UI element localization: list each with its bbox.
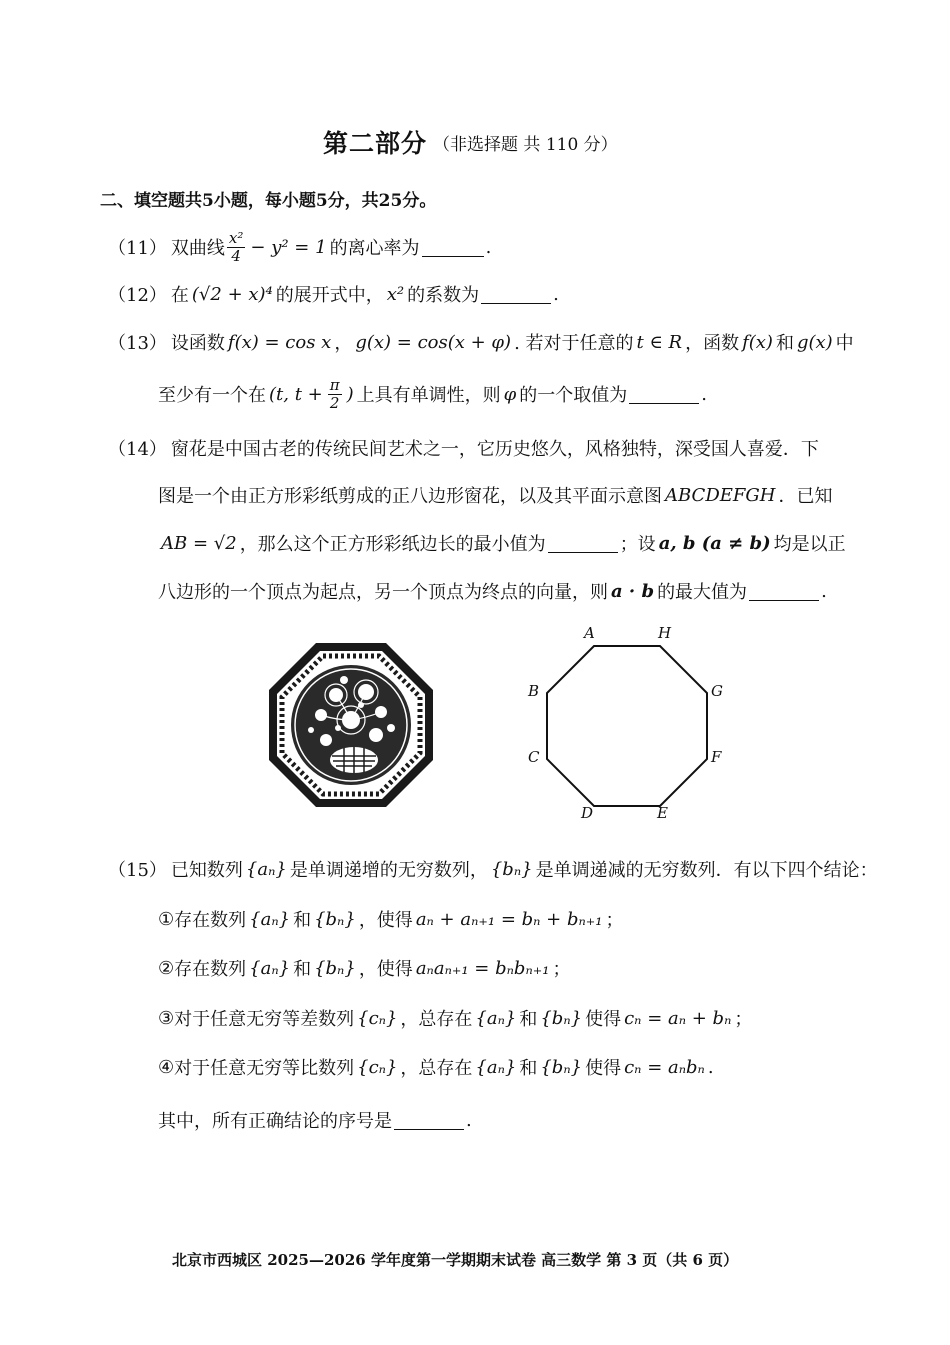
q15-l1-post: 是单调递减的无穷数列．有以下四个结论： xyxy=(535,860,878,881)
q15-c4-end: . xyxy=(707,1056,714,1078)
q12-var: x² xyxy=(386,283,405,305)
q15-c2-mark: ② xyxy=(158,957,175,979)
q15-c1-end: ； xyxy=(605,910,624,931)
question-14-line-4 xyxy=(158,578,827,604)
octagon-shape xyxy=(547,646,707,806)
q11-post: 的离心率为 xyxy=(329,238,420,259)
q13-g: g(x) xyxy=(796,331,833,353)
q15-c4-bn: {bₙ} xyxy=(540,1056,583,1078)
part-title: 第二部分 xyxy=(323,129,428,158)
question-11 xyxy=(108,222,491,272)
octagon-label-e: E xyxy=(657,804,668,822)
question-14-line-3 xyxy=(158,530,846,556)
q15-c1-eq: aₙ + aₙ₊₁ = bₙ + bₙ₊₁ xyxy=(415,908,603,930)
q12-expr: (√2 + x)⁴ xyxy=(191,283,273,305)
q15-c3-mid: ，总存在 xyxy=(400,1009,473,1030)
question-15-line-1 xyxy=(108,856,878,882)
q13-two: 2 xyxy=(329,393,340,412)
q13-pi: π xyxy=(329,376,340,394)
q15-final: 其中，所有正确结论的序号是 xyxy=(158,1111,392,1132)
q14-end: . xyxy=(821,580,827,602)
octagon-label-a: A xyxy=(584,624,595,642)
q15-answer-blank[interactable] xyxy=(394,1111,464,1130)
q13-phi: φ xyxy=(503,383,517,405)
q14-l2-math: ABCDEFGH xyxy=(665,484,776,506)
q15-l1-pre: 已知数列 xyxy=(170,860,243,881)
question-13-line-2 xyxy=(158,370,707,418)
question-12 xyxy=(108,281,559,307)
q13-l1-end: 中 xyxy=(835,333,854,354)
octagon-label-c: C xyxy=(528,748,540,766)
q15-c1-mark: ① xyxy=(158,908,175,930)
q15-c3-and: 和 xyxy=(519,1009,538,1030)
q13-t-in-r: t ∈ R xyxy=(636,331,683,353)
q15-c4-an: {aₙ} xyxy=(475,1056,517,1078)
q15-c4-cn: {cₙ} xyxy=(357,1056,398,1078)
q13-l2-mid: 上具有单调性，则 xyxy=(356,385,501,406)
question-13-line-1 xyxy=(108,329,854,355)
q15-c2-eq: aₙaₙ₊₁ = bₙbₙ₊₁ xyxy=(415,957,550,979)
q15-c4-eq: cₙ = aₙbₙ xyxy=(624,1056,705,1078)
q15-c1-and: 和 xyxy=(293,910,312,931)
q14-answer-blank-1[interactable] xyxy=(548,534,618,553)
q11-fraction xyxy=(227,230,245,264)
q13-number: （13） xyxy=(108,333,167,354)
q15-c4-pre: 对于任意无穷等比数列 xyxy=(174,1058,355,1079)
q14-l1: 窗花是中国古老的传统民间艺术之一，它历史悠久，风格独特，深受国人喜爱．下 xyxy=(170,439,819,460)
q13-l1-pre: 设函数 xyxy=(170,333,225,354)
q15-c2-mid: ，使得 xyxy=(358,959,413,980)
q15-end: . xyxy=(466,1109,472,1131)
q15-bn: {bₙ} xyxy=(490,858,533,880)
part-title-row xyxy=(323,124,618,160)
q13-and: 和 xyxy=(775,333,794,354)
q15-conclusion-3 xyxy=(158,1005,752,1031)
question-14-line-1 xyxy=(108,435,819,461)
q14-l3-mid: ，那么这个正方形彩纸边长的最小值为 xyxy=(239,534,546,555)
q13-l1-mid2: ，函数 xyxy=(685,333,740,354)
q14-number: （14） xyxy=(108,439,167,460)
q11-frac-num: x² xyxy=(228,229,244,247)
q15-l1-mid: 是单调递增的无穷数列， xyxy=(289,860,488,881)
q15-c3-eq: cₙ = aₙ + bₙ xyxy=(624,1007,732,1029)
q13-comma: ， xyxy=(334,333,353,354)
q11-answer-blank[interactable] xyxy=(422,238,484,257)
q15-conclusion-4 xyxy=(158,1054,714,1080)
q13-f-def: f(x) = cos x xyxy=(227,331,332,353)
q13-answer-blank[interactable] xyxy=(629,385,699,404)
q15-c1-bn: {bₙ} xyxy=(314,908,356,930)
page-footer: 北京市西城区 2025—2026 学年度第一学期期末试卷 高三数学 第 3 页（共 6 页） xyxy=(172,1251,739,1269)
q14-l4-post: 的最大值为 xyxy=(657,582,748,603)
q15-c3-end: ； xyxy=(734,1009,753,1030)
q14-l3-post: 均是以正 xyxy=(773,534,846,555)
q14-l4-math: a · b xyxy=(611,580,655,602)
q14-l3-vec: a, b (a ≠ b) xyxy=(658,532,771,554)
q11-frac-den: 4 xyxy=(231,246,241,265)
q15-c2-an: {aₙ} xyxy=(249,957,291,979)
q15-c4-use: 使得 xyxy=(585,1058,622,1079)
q15-c4-and: 和 xyxy=(519,1058,538,1079)
q15-c1-pre: 存在数列 xyxy=(174,910,247,931)
q14-l2-post: ．已知 xyxy=(778,486,833,507)
q15-c2-end: ； xyxy=(552,959,571,980)
q12-number: （12） xyxy=(108,285,167,306)
window-flower-image xyxy=(266,640,436,810)
q14-l3-sep: ；设 xyxy=(619,534,656,555)
q15-c3-mark: ③ xyxy=(158,1007,175,1029)
q15-c4-mark: ④ xyxy=(158,1056,175,1078)
q15-c3-bn: {bₙ} xyxy=(540,1007,583,1029)
q15-final-line xyxy=(158,1107,472,1133)
q13-g-def: g(x) = cos(x + φ) xyxy=(355,331,512,353)
q15-c3-pre: 对于任意无穷等差数列 xyxy=(174,1009,355,1030)
q15-c3-use: 使得 xyxy=(585,1009,622,1030)
octagon-label-b: B xyxy=(528,682,540,700)
octagon-label-g: G xyxy=(711,682,723,700)
q12-mid: 的展开式中， xyxy=(275,285,384,306)
q13-l1-mid: . 若对于任意的 xyxy=(514,333,634,354)
q13-interval-b: ) xyxy=(346,383,354,405)
q15-c2-bn: {bₙ} xyxy=(314,957,356,979)
octagon-label-h: H xyxy=(658,624,672,642)
q15-conclusion-1 xyxy=(158,906,624,932)
q13-f: f(x) xyxy=(742,331,773,353)
q15-c1-an: {aₙ} xyxy=(249,908,291,930)
q14-answer-blank-2[interactable] xyxy=(749,582,819,601)
q13-l2-post: 的一个取值为 xyxy=(519,385,628,406)
q12-end: . xyxy=(553,283,559,305)
q15-c2-pre: 存在数列 xyxy=(174,959,247,980)
q11-end: . xyxy=(485,236,492,258)
q15-conclusion-2 xyxy=(158,955,570,981)
q11-number: （11） xyxy=(108,238,167,259)
q15-c3-cn: {cₙ} xyxy=(357,1007,398,1029)
q13-end: . xyxy=(701,383,707,405)
q14-l2-pre: 图是一个由正方形彩纸剪成的正八边形窗花，以及其平面示意图 xyxy=(158,486,662,507)
q13-interval-a: (t, t + xyxy=(269,383,323,405)
q15-c4-mid: ，总存在 xyxy=(400,1058,473,1079)
q13-pi-half xyxy=(328,377,342,411)
q14-l3-math: AB = √2 xyxy=(161,532,237,554)
q15-c1-mid: ，使得 xyxy=(358,910,413,931)
q11-pre: 双曲线 xyxy=(170,238,225,259)
q11-tail-math: − y² = 1 xyxy=(250,236,327,258)
octagon-label-d: D xyxy=(581,804,594,822)
q12-pre: 在 xyxy=(170,285,189,306)
octagon-label-f: F xyxy=(711,748,722,766)
q14-l4-pre: 八边形的一个顶点为起点，另一个顶点为终点的向量，则 xyxy=(158,582,608,603)
part-subtitle: （非选择题 共 110 分） xyxy=(433,134,618,155)
octagon-diagram xyxy=(520,620,740,825)
q15-c3-an: {aₙ} xyxy=(475,1007,517,1029)
q12-answer-blank[interactable] xyxy=(481,285,551,304)
q15-an: {aₙ} xyxy=(245,858,287,880)
section-heading: 二、填空题共5小题，每小题5分，共25分。 xyxy=(100,191,437,211)
q12-post: 的系数为 xyxy=(407,285,480,306)
q15-number: （15） xyxy=(108,860,167,881)
question-14-line-2 xyxy=(158,482,832,508)
q13-l2-pre: 至少有一个在 xyxy=(158,385,266,406)
q15-c2-and: 和 xyxy=(293,959,312,980)
